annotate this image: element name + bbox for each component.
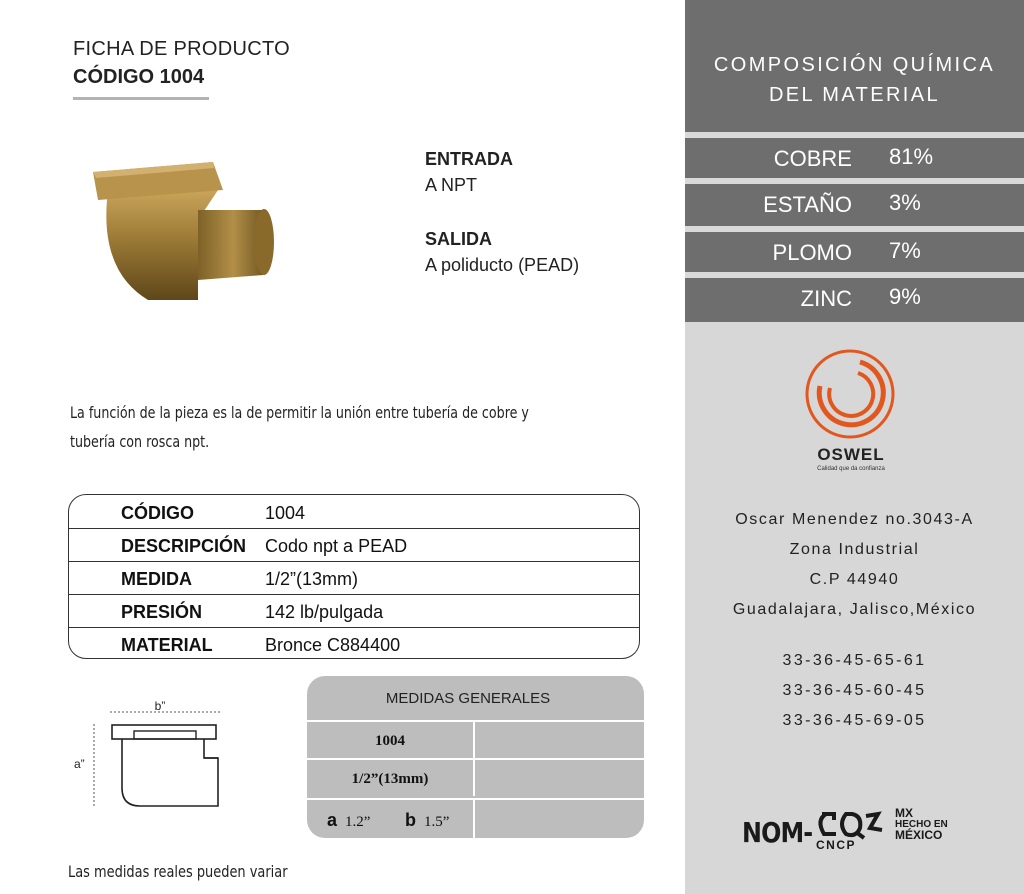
salida-value: A poliducto (PEAD) — [425, 255, 580, 275]
composition-percent: 7% — [889, 238, 921, 263]
brand-tagline: Calidad que da confianza — [817, 466, 885, 472]
diagram-label-b: b” — [154, 699, 166, 713]
composition-row — [685, 232, 1024, 272]
spec-table — [68, 494, 640, 659]
product-code-title: CÓDIGO 1004 — [73, 66, 205, 88]
dimension-a — [327, 800, 370, 836]
address-line: Zona Industrial — [789, 541, 920, 558]
column-divider — [473, 760, 475, 796]
address-line: C.P 44940 — [809, 571, 900, 588]
measures-row — [307, 798, 644, 838]
composition-percent: 9% — [889, 284, 921, 309]
company-address — [685, 505, 1024, 625]
mx-line: HECHO EN — [895, 819, 948, 830]
spec-key: CÓDIGO — [121, 503, 195, 523]
general-measures-table — [307, 676, 644, 838]
cncp-label: CNCP — [816, 838, 857, 852]
phone-number: 33-36-45-69-05 — [782, 712, 927, 729]
spec-row — [69, 627, 639, 660]
measures-size: 1/2”(13mm) — [351, 771, 429, 787]
composition-title-line: DEL MATERIAL — [768, 84, 941, 106]
description-line: tubería con rosca npt. — [70, 432, 210, 451]
dimension-b-value: 1.5” — [424, 814, 450, 830]
diagram-label-a: a” — [74, 757, 85, 771]
composition-row — [685, 184, 1024, 224]
spec-key: DESCRIPCIÓN — [121, 536, 247, 556]
composition-name: ESTAÑO — [763, 192, 852, 217]
column-divider — [473, 722, 475, 758]
product-description — [70, 398, 545, 456]
entrada-title: ENTRADA — [425, 149, 513, 169]
header-underline — [73, 97, 209, 100]
spec-value: 1/2”(13mm) — [265, 569, 359, 589]
spec-key: MATERIAL — [121, 635, 213, 655]
spec-value: Codo npt a PEAD — [265, 536, 408, 556]
measures-row — [307, 720, 644, 758]
composition-name: PLOMO — [772, 240, 852, 265]
description-line: La función de la pieza es la de permitir la unión entre tubería de cobre y — [70, 403, 529, 422]
spec-value: 142 lb/pulgada — [265, 602, 384, 622]
general-measures-title: MEDIDAS GENERALES — [385, 690, 551, 707]
composition-percent: 3% — [889, 190, 921, 215]
nom-certification-logo: NOM- — [742, 816, 813, 849]
composition-title-line: COMPOSICIÓN QUÍMICA — [713, 54, 996, 76]
mx-mark: MX — [895, 806, 913, 820]
brand-name: OSWEL — [817, 445, 885, 464]
measures-row — [307, 758, 644, 796]
measures-code: 1004 — [375, 733, 405, 749]
oswel-logo-icon — [800, 346, 900, 446]
spec-value: Bronce C884400 — [265, 635, 401, 655]
dimension-diagram — [60, 698, 260, 818]
column-divider — [473, 800, 475, 838]
entrada-block — [425, 146, 513, 198]
dimension-b-label: b — [405, 810, 416, 830]
composition-row — [685, 278, 1024, 318]
dimension-a-label: a — [327, 810, 338, 830]
dimension-b — [405, 800, 449, 836]
entrada-value: A NPT — [425, 175, 478, 195]
footer-note: Las medidas reales pueden variar — [68, 862, 288, 881]
sheet-label: FICHA DE PRODUCTO — [73, 38, 290, 60]
salida-block — [425, 226, 579, 278]
composition-row — [685, 138, 1024, 178]
address-line: Guadalajara, Jalisco,México — [732, 601, 977, 618]
phone-number: 33-36-45-60-45 — [782, 682, 927, 699]
spec-key: MEDIDA — [121, 569, 192, 589]
spec-row — [69, 495, 639, 529]
spec-key: PRESIÓN — [121, 602, 203, 622]
address-line: Oscar Menendez no.3043-A — [735, 511, 974, 528]
company-phones — [685, 646, 1024, 736]
spec-row — [69, 561, 639, 595]
composition-title — [685, 50, 1024, 110]
spec-value: 1004 — [265, 503, 306, 523]
spec-row — [69, 528, 639, 562]
salida-title: SALIDA — [425, 229, 492, 249]
phone-number: 33-36-45-65-61 — [782, 652, 927, 669]
spec-row — [69, 594, 639, 628]
dimension-a-value: 1.2” — [345, 814, 371, 830]
mx-line: MÉXICO — [895, 828, 943, 842]
product-photo — [88, 150, 288, 310]
composition-name: COBRE — [773, 146, 852, 171]
hecho-en-mexico-logo — [895, 808, 948, 841]
composition-name: ZINC — [800, 286, 852, 311]
composition-percent: 81% — [889, 144, 934, 169]
